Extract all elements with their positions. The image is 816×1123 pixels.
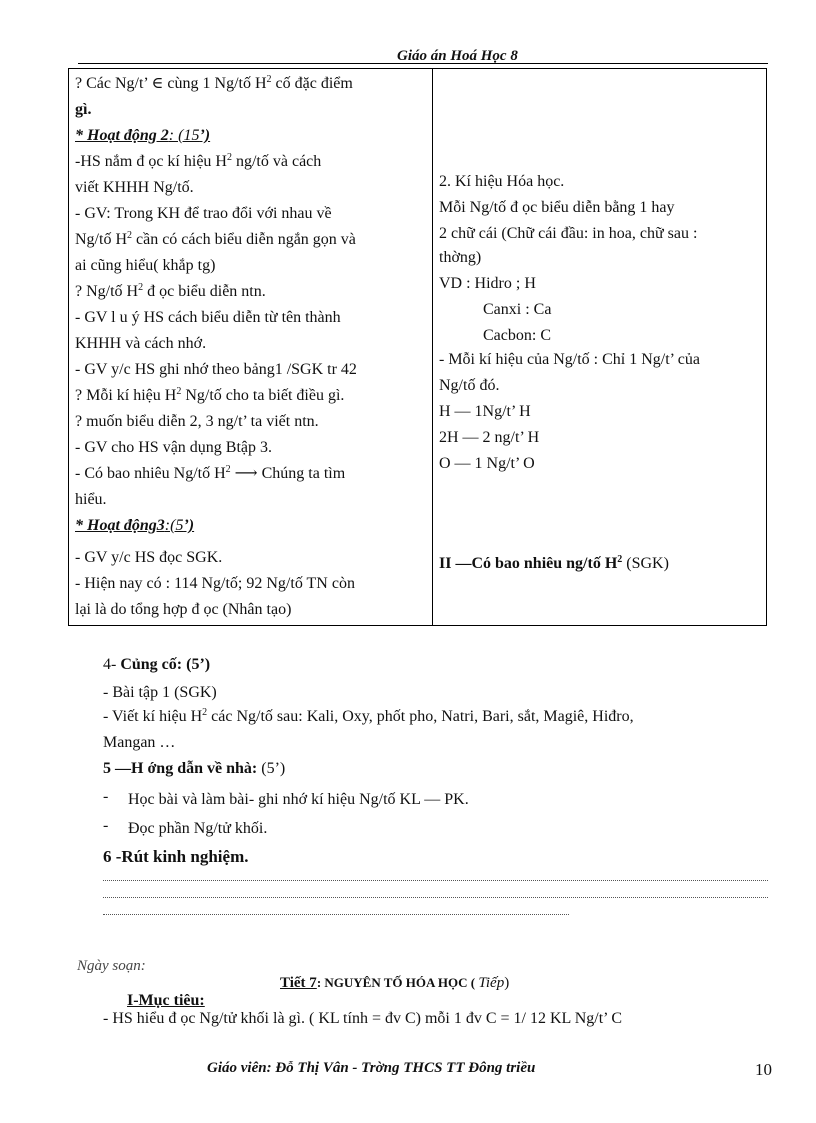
text-line: viết KHHH Ng/tố. bbox=[75, 179, 194, 196]
text-line: lại là do tổng hợp đ ọc (Nhân tạo) bbox=[75, 601, 292, 618]
section-5-heading: 5 —H ớng dẫn về nhà: (5’) bbox=[103, 760, 286, 777]
teacher-student-activities-cell bbox=[69, 69, 433, 626]
bullet-item: Học bài và làm bài- ghi nhớ kí hiệu Ng/tố KL — PK. bbox=[128, 791, 469, 808]
bullet-marker: - bbox=[103, 788, 109, 805]
example-line: VD : Hidro ; H bbox=[439, 275, 536, 292]
footer-credit: Giáo viên: Đỗ Thị Vân - Trờng THCS TT Đông triều bbox=[207, 1060, 536, 1076]
text-line: - GV: Trong KH để trao đổi với nhau về bbox=[75, 205, 332, 222]
text-line: - Hiện nay có : 114 Ng/tố; 92 Ng/tố TN còn bbox=[75, 575, 355, 592]
text-line: - GV y/c HS đọc SGK. bbox=[75, 549, 223, 566]
text-line: - Bài tập 1 (SGK) bbox=[103, 684, 217, 701]
prep-date-label: Ngày soạn: bbox=[77, 958, 146, 974]
text-line: - GV cho HS vận dụng Btập 3. bbox=[75, 439, 273, 456]
section-heading: 2. Kí hiệu Hóa học. bbox=[439, 173, 565, 190]
section-6-heading: 6 -Rút kinh nghiệm. bbox=[103, 847, 249, 866]
activity-3-heading: * Hoạt động3:(5’) bbox=[75, 517, 195, 534]
dotted-line bbox=[103, 914, 569, 915]
example-line: Canxi : Ca bbox=[483, 301, 552, 318]
bullet-item: Đọc phần Ng/tử khối. bbox=[128, 820, 268, 837]
dotted-line bbox=[103, 897, 768, 898]
activity-2-heading: * Hoạt động 2: (15’) bbox=[75, 127, 211, 144]
text-line: thờng) bbox=[439, 249, 482, 266]
page-number: 10 bbox=[755, 1060, 772, 1079]
text-line: Mỗi Ng/tố đ ọc biểu diễn bằng 1 hay bbox=[439, 199, 675, 216]
text-line: O — 1 Ng/t’ O bbox=[439, 455, 535, 472]
header-title: Giáo án Hoá Học 8 bbox=[397, 48, 518, 64]
text-line: KHHH và cách nhớ. bbox=[75, 335, 207, 352]
lesson-table bbox=[68, 68, 767, 626]
text-line: H — 1Ng/t’ H bbox=[439, 403, 531, 420]
text-line: - Viết kí hiệu $H^2$ các Ng/tố sau: Kali, Oxy, phốt pho, Natri, Bari, sắt, Magiê, Hiđro, bbox=[103, 707, 634, 725]
text-line: - GV y/c HS ghi nhớ theo bảng1 /SGK tr 42 bbox=[75, 361, 357, 378]
example-line: Cacbon: C bbox=[483, 327, 551, 344]
dotted-line bbox=[103, 880, 768, 881]
text-line: 2H — 2 ng/t’ H bbox=[439, 429, 540, 446]
text-line: ? Ng/tố $H^2$ đ ọc biểu diễn ntn. bbox=[75, 282, 266, 300]
text-line: Ng/tố đó. bbox=[439, 377, 500, 394]
section-4-heading: 4- Củng cố: (5’) bbox=[103, 656, 211, 673]
text-line: -HS nắm đ ọc kí hiệu $H^2$ ng/tố và cách bbox=[75, 152, 322, 170]
objectives-heading: I-Mục tiêu: bbox=[127, 992, 205, 1009]
text-line: Mangan … bbox=[103, 734, 176, 751]
section-heading: II —Có bao nhiêu ng/tố $H^2$ (SGK) bbox=[439, 554, 669, 572]
text-line: ai cũng hiểu( khắp tg) bbox=[75, 257, 216, 274]
bullet-marker: - bbox=[103, 817, 109, 834]
text-line: - GV l u ý HS cách biểu diễn từ tên thành bbox=[75, 309, 341, 326]
text-line: hiểu. bbox=[75, 491, 107, 508]
arrow-icon: ⟶ bbox=[230, 465, 262, 482]
question-line: ? Các Ng/t’ ∈ cùng 1 Ng/tố $H^2$ cố đặc điểm bbox=[75, 74, 353, 92]
lesson-content-cell bbox=[433, 69, 767, 626]
text-line: - HS hiểu đ ọc Ng/tử khối là gì. ( KL tính = đv C) mỗi 1 đv C = 1/ 12 KL Ng/t’ C bbox=[103, 1010, 622, 1027]
lesson-title: Tiết 7: NGUYÊN TỐ HÓA HỌC ( Tiếp) bbox=[280, 975, 510, 991]
text-line: - Có bao nhiêu Ng/tố $H^2$ ⟶ Chúng ta tìm bbox=[75, 464, 346, 482]
question-line-end: gì. bbox=[75, 101, 92, 118]
text-line: - Mỗi kí hiệu của Ng/tố : Chỉ 1 Ng/t’ của bbox=[439, 351, 700, 368]
text-line: 2 chữ cái (Chữ cái đầu: in hoa, chữ sau : bbox=[439, 225, 698, 242]
text-line: ? Mỗi kí hiệu $H^2$ Ng/tố cho ta biết điều gì. bbox=[75, 386, 345, 404]
text-line: Ng/tố $H^2$ cần có cách biểu diễn ngắn gọn và bbox=[75, 230, 356, 248]
text-line: ? muốn biểu diễn 2, 3 ng/t’ ta viết ntn. bbox=[75, 413, 319, 430]
